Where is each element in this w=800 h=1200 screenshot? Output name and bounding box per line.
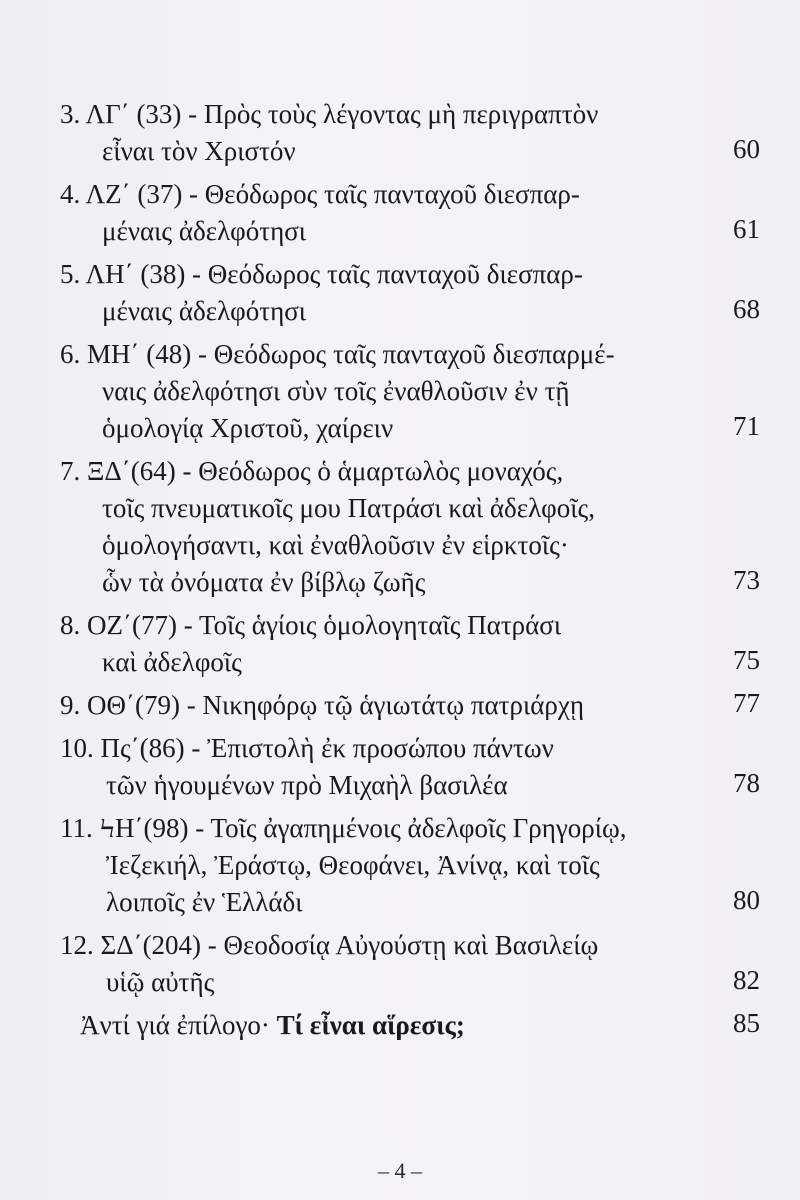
- toc-entry-7: [60, 453, 760, 601]
- table-of-contents: [60, 96, 760, 1050]
- toc-page-number: 85: [733, 1008, 760, 1038]
- epilogue-title: Τί εἶναι αἵρεσις;: [276, 1010, 465, 1040]
- toc-page-number: 75: [733, 645, 760, 675]
- toc-entry-line: 4. ΛΖ΄ (37) - Θεόδωρος ταῖς πανταχοῦ διεσπαρ-: [60, 179, 580, 209]
- toc-page-number: 78: [733, 768, 760, 798]
- toc-entry-line: 12. ΣΔ΄(204) - Θεοδοσίᾳ Αὐγούστῃ καὶ Βασιλείῳ: [60, 930, 599, 960]
- toc-page-number: 68: [733, 294, 760, 324]
- toc-entry-line: 11. ϞΗ΄(98) - Τοῖς ἀγαπημένοις ἀδελφοῖς Γρηγορίῳ,: [60, 813, 627, 843]
- toc-entry-line: 5. ΛΗ΄ (38) - Θεόδωρος ταῖς πανταχοῦ διεσπαρ-: [60, 259, 583, 289]
- toc-entry-line: μέναις ἀδελφότησι: [102, 296, 307, 326]
- toc-entry-line: εἶναι τὸν Χριστόν: [102, 136, 296, 166]
- toc-entry-line: 9. ΟΘ΄(79) - Νικηφόρῳ τῷ ἁγιωτάτῳ πατριάρχῃ: [60, 690, 584, 720]
- toc-entry-4: [60, 176, 760, 250]
- toc-entry-5: [60, 256, 760, 330]
- toc-entry-10: [60, 730, 760, 804]
- toc-page-number: 60: [733, 134, 760, 164]
- toc-entry-line: ὁμολογήσαντι, καὶ ἐναθλοῦσιν ἐν εἱρκτοῖς·: [102, 530, 569, 560]
- toc-entry-line: 6. ΜΗ΄ (48) - Θεόδωρος ταῖς πανταχοῦ διεσπαρμέ-: [60, 339, 615, 369]
- toc-entry-11: [60, 810, 760, 921]
- toc-page-number: 71: [733, 411, 760, 441]
- toc-entry-line: Ἰεζεκιήλ, Ἐράστῳ, Θεοφάνει, Ἀνίνᾳ, καὶ τοῖς: [106, 850, 600, 880]
- toc-page-number: 77: [733, 688, 760, 718]
- toc-page-number: 80: [733, 885, 760, 915]
- toc-entry-line: [60, 1007, 760, 1044]
- toc-entry-9: [60, 687, 760, 724]
- toc-entry-line: ὁμολογίᾳ Χριστοῦ, χαίρειν: [102, 413, 394, 443]
- page-footer-number: – 4 –: [378, 1158, 422, 1183]
- toc-entry-line: μέναις ἀδελφότησι: [102, 216, 307, 246]
- toc-entry-6: [60, 336, 760, 447]
- epilogue-prefix: Ἀντί γιά ἐπίλογο·: [80, 1010, 277, 1040]
- toc-page-number: 61: [733, 214, 760, 244]
- toc-entry-line: λοιποῖς ἐν Ἑλλάδι: [106, 887, 303, 917]
- toc-entry-line: τοῖς πνευματικοῖς μου Πατράσι καὶ ἀδελφοῖς,: [102, 493, 595, 523]
- toc-entry-line: 10. Πς΄(86) - Ἐπιστολὴ ἐκ προσώπου πάντων: [60, 733, 554, 763]
- toc-entry-line: υἱῷ αὐτῆς: [106, 967, 215, 997]
- toc-entry-line: τῶν ἡγουμένων πρὸ Μιχαὴλ βασιλέα: [106, 770, 508, 800]
- toc-entry-3: [60, 96, 760, 170]
- toc-page-number: 73: [733, 565, 760, 595]
- toc-entry-8: [60, 607, 760, 681]
- toc-page-number: 82: [733, 965, 760, 995]
- toc-entry-12: [60, 927, 760, 1001]
- toc-entry-line: 7. ΞΔ΄(64) - Θεόδωρος ὁ ἁμαρτωλὸς μοναχός,: [60, 456, 564, 486]
- toc-entry-epilogue: [60, 1007, 760, 1044]
- toc-entry-line: 3. ΛΓ΄ (33) - Πρὸς τοὺς λέγοντας μὴ περιγραπτὸν: [60, 99, 599, 129]
- toc-entry-line: 8. ΟΖ΄(77) - Τοῖς ἁγίοις ὁμολογηταῖς Πατράσι: [60, 610, 562, 640]
- toc-entry-line: ναις ἀδελφότησι σὺν τοῖς ἐναθλοῦσιν ἐν τῇ: [102, 376, 570, 406]
- toc-entry-line: ὧν τὰ ὀνόματα ἐν βίβλῳ ζωῆς: [102, 567, 426, 597]
- toc-entry-line: καὶ ἀδελφοῖς: [102, 647, 242, 677]
